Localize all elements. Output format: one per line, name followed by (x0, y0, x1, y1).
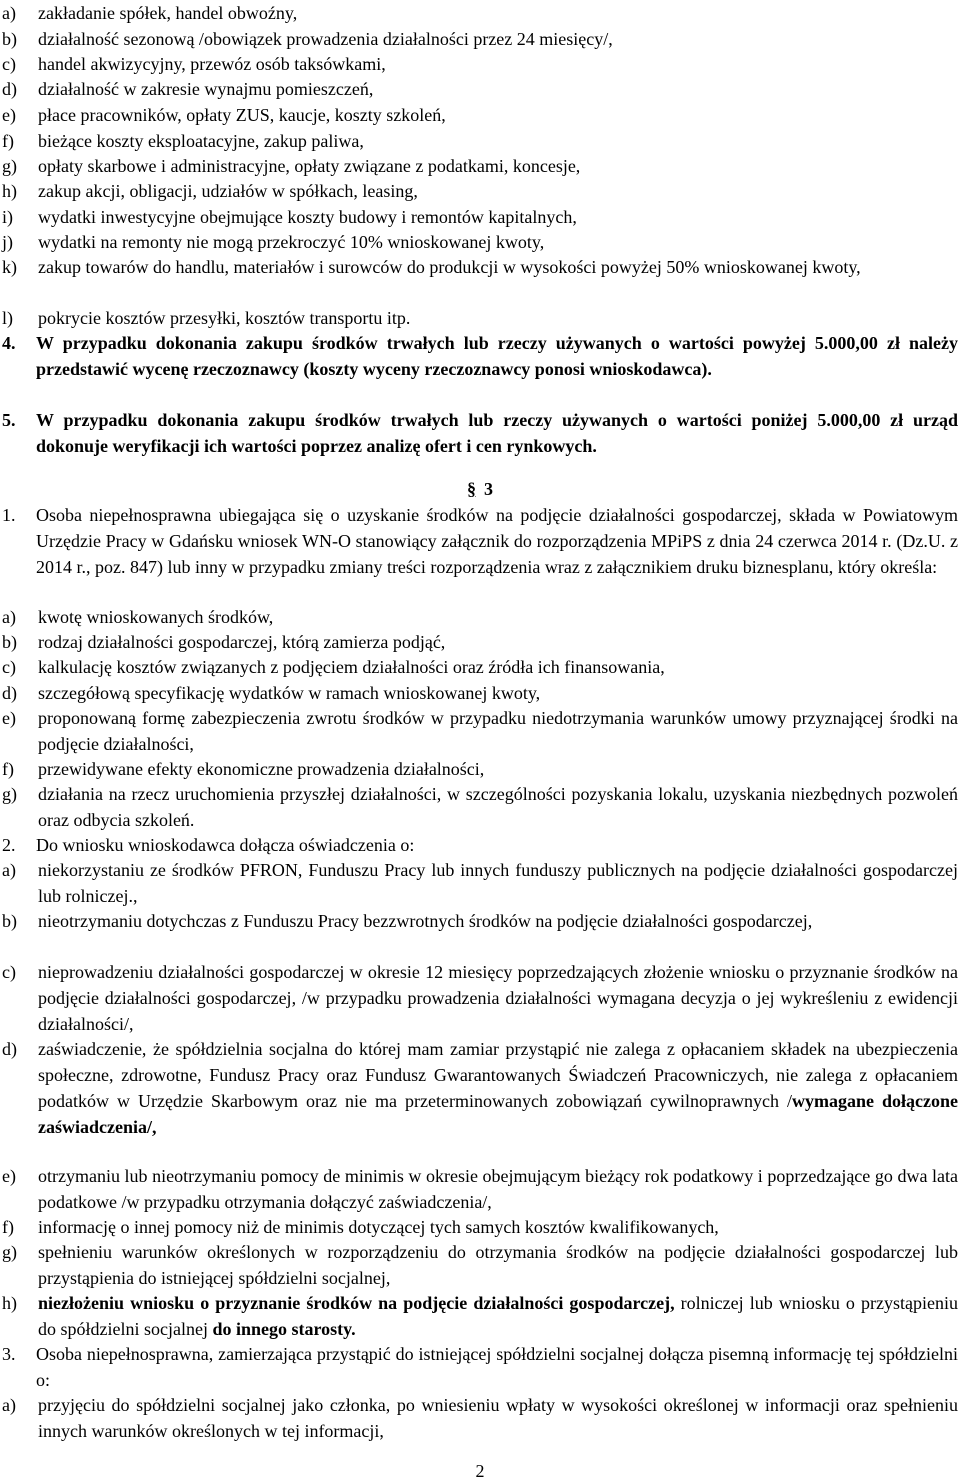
item-text: opłaty skarbowe i administracyjne, opłaty związane z podatkami, koncesje, (38, 156, 581, 176)
item-text-bold: do innego starosty. (212, 1319, 356, 1339)
point-number: 4. (2, 333, 16, 353)
item-label: f) (2, 131, 14, 151)
point-text: W przypadku dokonania zakupu środków trwałych lub rzeczy używanych o wartości poniżej 5.000,00 zł urząd dokonuje weryfikacji ich wartości poprzez analizę ofert i cen rynkowych. (36, 410, 958, 456)
list-item (0, 1392, 960, 1444)
list-item (0, 102, 960, 128)
item-text: nieprowadzeniu działalności gospodarczej w okresie 12 miesięcy poprzedzających złożenie wniosku o przyznanie środków na podjęcie działalności gospodarczej, /w przypadku prowadzenia działalności wymagana decyzja o jej wykreśleniu z ewidencji działalności/, (38, 962, 958, 1034)
item-label: b) (2, 29, 17, 49)
list-item (0, 654, 960, 680)
list-item (0, 26, 960, 52)
item-label: d) (2, 79, 17, 99)
section-symbol: § (467, 479, 476, 499)
item-label: a) (2, 3, 16, 23)
item-text: szczegółową specyfikację wydatków w ramach wnioskowanej kwoty, (38, 683, 541, 703)
item-text: proponowaną formę zabezpieczenia zwrotu środków w przypadku niedotrzymania warunków umowy przyznającej środki na podjęcie działalności, (38, 708, 958, 754)
item-label: a) (2, 1395, 16, 1415)
item-text: informację o innej pomocy niż de minimis dotyczącej tych samych kosztów kwalifikowanych, (38, 1217, 719, 1237)
item-text: pokrycie kosztów przesyłki, kosztów transportu itp. (38, 308, 411, 328)
item-text: rodzaj działalności gospodarczej, którą zamierza podjąć, (38, 632, 446, 652)
list-item (0, 959, 960, 1037)
list-item (0, 756, 960, 782)
item-text-bold: niezłożeniu wniosku o przyznanie środków na podjęcie działalności gospodarczej, (38, 1293, 675, 1313)
item-text: przewidywane efekty ekonomiczne prowadzenia działalności, (38, 759, 485, 779)
item-text: działalność w zakresie wynajmu pomieszczeń, (38, 79, 374, 99)
item-text: kalkulację kosztów związanych z podjęciem działalności oraz źródła ich finansowania, (38, 657, 665, 677)
item-label: a) (2, 607, 16, 627)
item-label: b) (2, 911, 17, 931)
item-text: zakup akcji, obligacji, udziałów w spółkach, leasing, (38, 181, 418, 201)
point-text: W przypadku dokonania zakupu środków trwałych lub rzeczy używanych o wartości powyżej 5.000,00 zł należy przedstawić wycenę rzeczoznawcy (koszty wyceny rzeczoznawcy ponosi wnioskodawca). (36, 333, 958, 379)
item-label: j) (2, 232, 13, 252)
numbered-point-3 (0, 1341, 960, 1393)
item-label: f) (2, 759, 14, 779)
point-number: 2. (2, 835, 16, 855)
item-label: c) (2, 962, 16, 982)
list-item (0, 76, 960, 102)
list-item (0, 705, 960, 757)
item-label: k) (2, 257, 17, 277)
list-item (0, 153, 960, 179)
point-text: Do wniosku wnioskodawca dołącza oświadczenia o: (36, 835, 415, 855)
page-number: 2 (475, 1461, 485, 1481)
item-text: niekorzystaniu ze środków PFRON, Funduszu Pracy lub innych funduszy publicznych na podjęcie działalności gospodarczej lub rolniczej., (38, 860, 958, 906)
item-label: d) (2, 1039, 17, 1059)
item-label: e) (2, 1166, 16, 1186)
list-item (0, 1290, 960, 1342)
item-label: c) (2, 54, 16, 74)
item-text (38, 1036, 960, 1140)
list-item (0, 1239, 960, 1291)
list-item (0, 51, 960, 77)
list-item (0, 604, 960, 630)
item-text-regular: rolniczej lub wniosku o przystąpieniu do spółdzielni socjalnej (38, 1293, 958, 1339)
item-label: e) (2, 708, 16, 728)
item-text: nieotrzymaniu dotychczas z Funduszu Pracy bezzwrotnych środków na podjęcie działalności gospodarczej, (38, 911, 813, 931)
item-text: działalność sezonową /obowiązek prowadzenia działalności przez 24 miesięcy/, (38, 29, 613, 49)
list-item (0, 1036, 960, 1140)
point-number: 1. (2, 505, 16, 525)
list-item (0, 1163, 960, 1215)
point-text: Osoba niepełnosprawna ubiegająca się o uzyskanie środków na podjęcie działalności gospodarczej, składa w Powiatowym Urzędzie Pracy w Gdańsku wniosek WN-O stanowiący załącznik do rozporządzenia MPiPS z dnia 24 czerwca 2014 r. (Dz.U. z 2014 r., poz. 847) lub inny w przypadku zmiany treści rozporządzenia wraz z załącznikiem druku biznesplanu, który określa: (36, 505, 958, 577)
point-number: 5. (2, 410, 16, 430)
item-label: g) (2, 784, 17, 804)
item-text: zakładanie spółek, handel obwoźny, (38, 3, 298, 23)
item-label: d) (2, 683, 17, 703)
item-text: zakup towarów do handlu, materiałów i surowców do produkcji w wysokości powyżej 50% wnioskowanej kwoty, (38, 257, 861, 277)
item-label: e) (2, 105, 16, 125)
item-text: działania na rzecz uruchomienia przyszłej działalności, w szczególności pozyskania lokalu, uzyskania niezbędnych pozwoleń oraz odbycia szkoleń. (38, 784, 958, 830)
numbered-point-2 (0, 832, 960, 858)
list-item (0, 128, 960, 154)
item-label: l) (2, 308, 13, 328)
item-text: spełnieniu warunków określonych w rozporządzeniu do otrzymania środków na podjęcie działalności gospodarczej lub przystąpienia do istniejącej spółdzielni socjalnej, (38, 1242, 958, 1288)
item-label: c) (2, 657, 16, 677)
section-heading (0, 476, 960, 502)
list-item (0, 680, 960, 706)
list-item (0, 178, 960, 204)
numbered-point-5 (0, 407, 960, 459)
list-item (0, 908, 960, 934)
point-text: Osoba niepełnosprawna, zamierzająca przystąpić do istniejącej spółdzielni socjalnej dołącza pisemną informację tej spółdzielni o: (36, 1344, 958, 1390)
item-label: f) (2, 1217, 14, 1237)
item-text-bold: wymagane dołączone zaświadczenia/, (38, 1091, 959, 1137)
item-text: otrzymaniu lub nieotrzymaniu pomocy de minimis w okresie obejmującym bieżący rok podatkowy i poprzedzające go dwa lata podatkowe /w przypadku otrzymania dołączyć zaświadczenia/, (38, 1166, 958, 1212)
numbered-point-4 (0, 330, 960, 382)
item-text: handel akwizycyjny, przewóz osób taksówkami, (38, 54, 386, 74)
item-label: h) (2, 181, 17, 201)
numbered-point-1 (0, 502, 960, 580)
list-item (0, 857, 960, 909)
item-text (38, 1290, 960, 1342)
point-number: 3. (2, 1344, 16, 1364)
list-item (0, 0, 960, 26)
item-label: h) (2, 1293, 17, 1313)
list-item (0, 629, 960, 655)
item-label: g) (2, 156, 17, 176)
list-item (0, 781, 960, 833)
item-text: wydatki na remonty nie mogą przekroczyć 10% wnioskowanej kwoty, (38, 232, 545, 252)
list-item (0, 204, 960, 230)
item-label: a) (2, 860, 16, 880)
item-text-regular: zaświadczenie, że spółdzielnia socjalna do której mam zamiar przystąpić nie zalega z opłacaniem składek na ubezpieczenia społeczne, zdrowotne, Fundusz Pracy oraz Fundusz Gwarantowanych Świadczeń Pracowniczych, nie zalega z opłacaniem podatków w Urzędzie Skarbowym oraz nie ma przeterminowanych zobowiązań cywilnoprawnych / (38, 1039, 958, 1111)
item-text: kwotę wnioskowanych środków, (38, 607, 274, 627)
list-item (0, 1214, 960, 1240)
item-text: płace pracowników, opłaty ZUS, kaucje, koszty szkoleń, (38, 105, 446, 125)
item-text: bieżące koszty eksploatacyjne, zakup paliwa, (38, 131, 364, 151)
item-label: g) (2, 1242, 17, 1262)
list-item (0, 305, 960, 331)
list-item (0, 229, 960, 255)
item-label: i) (2, 207, 13, 227)
list-item (0, 254, 960, 280)
item-text: wydatki inwestycyjne obejmujące koszty budowy i remontów kapitalnych, (38, 207, 577, 227)
item-text: przyjęciu do spółdzielni socjalnej jako członka, po wniesieniu wpłaty w wysokości określonej w informacji oraz spełnieniu innych warunków określonych w tej informacji, (38, 1395, 958, 1441)
section-number: 3 (484, 479, 493, 499)
item-label: b) (2, 632, 17, 652)
